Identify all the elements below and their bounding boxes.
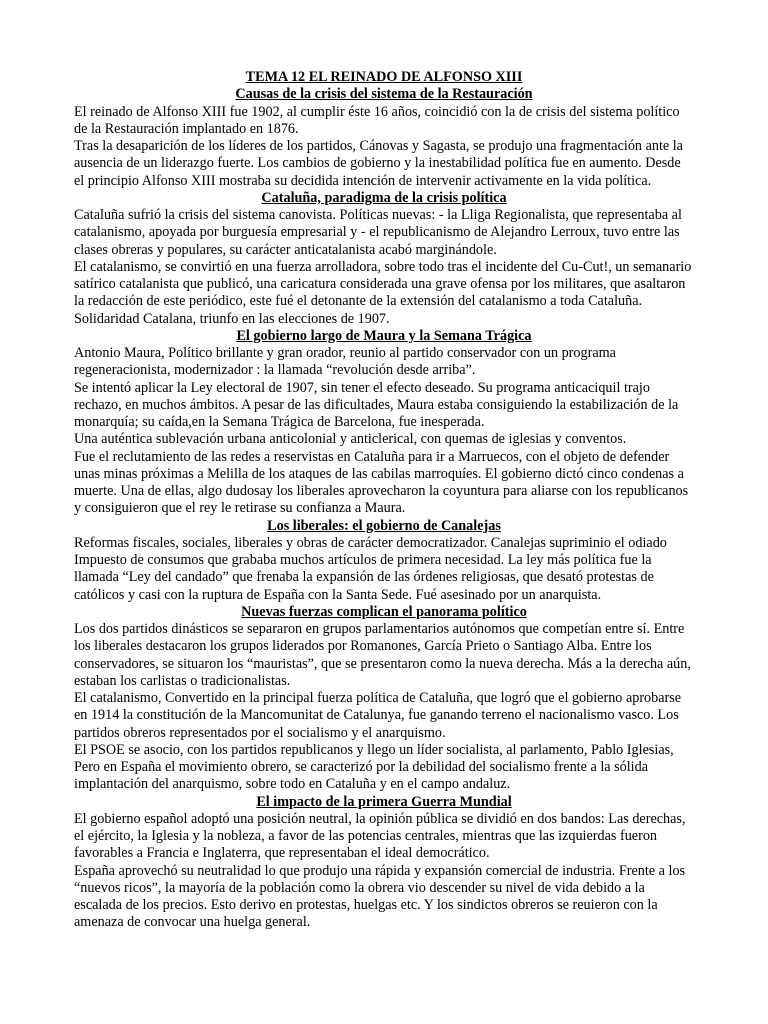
section-heading: Cataluña, paradigma de la crisis política (261, 189, 507, 206)
document-title: TEMA 12 EL REINADO DE ALFONSO XIII (245, 69, 523, 85)
document-page (74, 69, 694, 932)
paragraph: Reformas fiscales, sociales, liberales y obras de carácter democratizador. Canalejas supriminio el odiado Impuesto de consumos que grababa muchos artículos de primera necesidad. La ley más política fue la llamada “Ley del candado” que frenaba la expansión de las órdenes religiosas, que desató protestas de católicos y casi con la ruptura de España con la Santa Sede. Fué asesinado por un anarquista. (74, 534, 667, 603)
paragraph: Fue el reclutamiento de las redes a reservistas en Cataluña para ir a Marruecos, con el objeto de defender unas minas próximas a Melilla de los ataques de las cabilas marroquíes. El gobierno dictó cinco condenas a muerte. Una de ellas, algo dudosay los liberales aprovecharon la coyuntura para aliarse con los republicanos y consiguieron que el rey le retirase su confianza a Maura. (74, 448, 689, 517)
section-canalejas (74, 518, 694, 604)
section-heading: Los liberales: el gobierno de Canalejas (267, 517, 501, 534)
section-cataluna (74, 190, 694, 328)
paragraph: Antonio Maura, Político brillante y gran orador, reunio al partido conservador con un programa regeneracionista, modernizador : la llamada “revolución desde arriba”. (74, 345, 616, 379)
section-heading: Causas de la crisis del sistema de la Restauración (235, 86, 533, 103)
section-heading: El impacto de la primera Guerra Mundial (256, 793, 512, 810)
section-heading: Nuevas fuerzas complican el panorama político (241, 603, 527, 620)
section-causas (74, 86, 694, 190)
paragraph: España aprovechó su neutralidad lo que produjo una rápida y expansión comercial de industria. Frente a los “nuevos ricos”, la mayoría de la población como la obrera vio descender su nivel de vida debido a la escalada de los precios. Esto derivo en protestas, huelgas etc. Y los sindictos obreros se reuieron con la amenaza de convocar una huelga general. (74, 862, 686, 931)
paragraph: Una auténtica sublevación urbana anticolonial y anticlerical, con quemas de iglesias y conventos. (74, 431, 627, 448)
paragraph: Cataluña sufrió la crisis del sistema canovista. Políticas nuevas: - la Lliga Regionalista, que representaba al catalanismo, apoyada por burguesía empresarial y - el republicanismo de Alejandro Lerroux, tuvo entre las clases obreras y populares, su carácter anticatalanista acabó marginándole. (74, 207, 682, 258)
paragraph: El gobierno español adoptó una posición neutral, la opinión pública se dividió en dos bandos: Las derechas, el ejército, la Iglesia y la nobleza, a favor de las potencias centrales, mientras que las izquierdas fueron favorables a Francia e Inglaterra, que representaban el ideal democrático. (74, 810, 686, 862)
paragraph: El reinado de Alfonso XIII fue 1902, al cumplir éste 16 años, coincidió con la de crisis del sistema político de la Restauración implantado en 1876. (74, 103, 680, 137)
paragraph: El catalanismo, se convirtió en una fuerza arrolladora, sobre todo tras el incidente del Cu-Cut!, un semanario satírico catalanista que publicó, una caricatura considerada una grave ofensa por los militares, que asaltaron la redacción de este periódico, este fué el detonante de la extensión del catalanismo a toda Cataluña. Solidaridad Catalana, triunfo en las elecciones de 1907. (74, 258, 692, 327)
paragraph: Los dos partidos dinásticos se separaron en grupos parlamentarios autónomos que competían entre sí. Entre los liberales destacaron los grupos liderados por Romanones, García Prieto o Santiago Alba. Entre los conservadores, se situaron los “mauristas”, que se presentaron como la nueva derecha. Más a la derecha aún, estaban los carlistas o tradicionalistas. (74, 621, 691, 689)
section-guerra-mundial (74, 794, 694, 932)
paragraph: El catalanismo, Convertido en la principal fuerza política de Cataluña, que logró que el gobierno aprobarse en 1914 la constitución de la Mancomunitat de Catalunya, fue ganando terreno el nacionalismo vasco. Los partidos obreros representados por el socialismo y el anarquismo. (74, 690, 682, 741)
paragraph: Se intentó aplicar la Ley electoral de 1907, sin tener el efecto deseado. Su programa anticaciquil trajo rechazo, en muchos ámbitos. A pesar de las dificultades, Maura estaba consiguiendo la estabilización de la monarquía; su caída,en la Semana Trágica de Barcelona, fue inesperada. (74, 379, 679, 430)
section-heading: El gobierno largo de Maura y la Semana Trágica (236, 327, 532, 344)
section-nuevas-fuerzas (74, 604, 694, 794)
paragraph: El PSOE se asocio, con los partidos republicanos y llego un líder socialista, al parlamento, Pablo Iglesias, Pero en España el movimiento obrero, se caracterizó por la debilidad del socialismo frente a la sólida implantación del anarquismo, sobre todo en Cataluña y en el campo andaluz. (74, 741, 674, 793)
section-maura (74, 328, 694, 518)
paragraph: Tras la desaparición de los líderes de los partidos, Cánovas y Sagasta, se produjo una fragmentación ante la ausencia de un liderazgo fuerte. Los cambios de gobierno y la inestabilidad política fue en aumento. Desde el principio Alfonso XIII mostraba su decidida intención de intervenir activamente en la vida política. (74, 138, 683, 189)
